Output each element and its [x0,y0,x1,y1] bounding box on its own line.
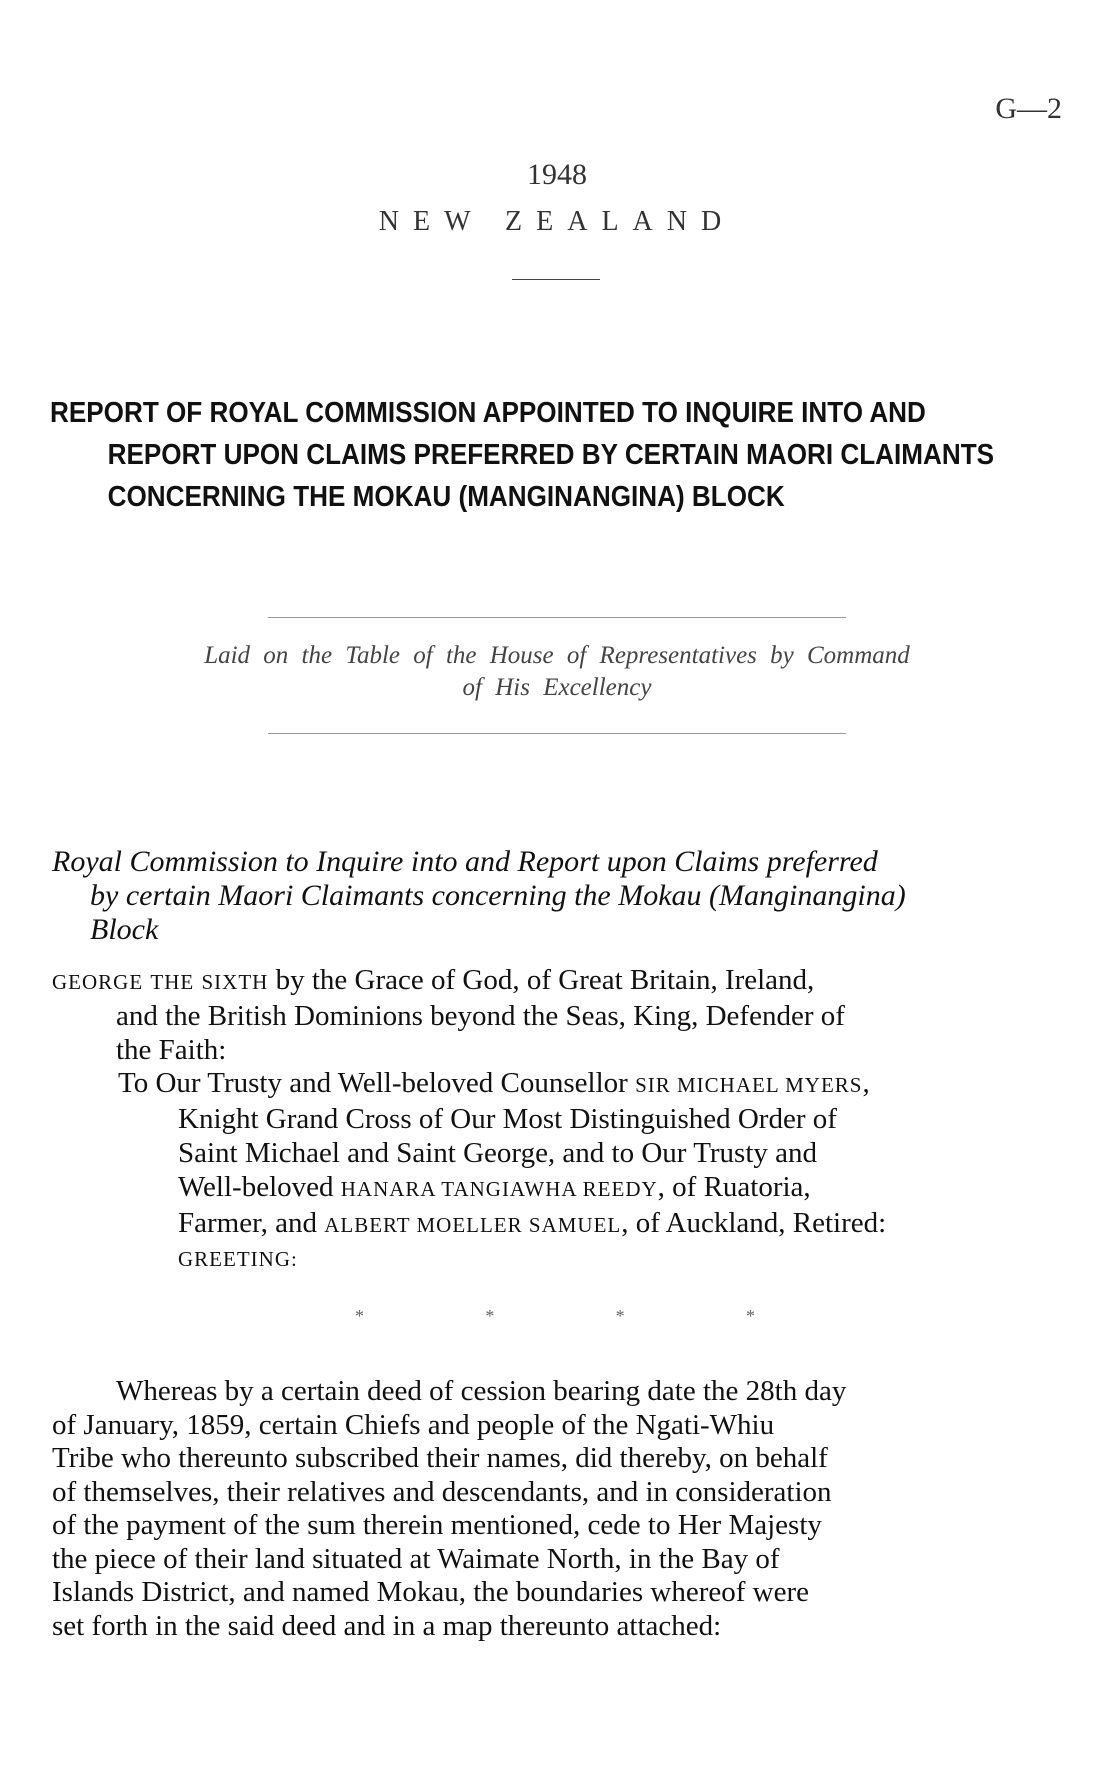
to-text: , of Auckland, Retired: [621,1207,887,1239]
address-line: and the British Dominions beyond the Seas, King, Defender of [116,1000,845,1032]
asterisk: * [745,1306,755,1326]
title-line: REPORT OF ROYAL COMMISSION APPOINTED TO INQUIRE INTO AND [50,397,926,429]
report-title [50,392,995,518]
country: NEW ZEALAND [378,206,736,237]
commission-heading [52,845,1064,947]
paragraph-line: Islands District, and named Mokau, the boundaries whereof were [52,1576,809,1608]
to-text: Farmer, and [178,1207,325,1239]
sovereign-the: THE [150,970,195,994]
year: 1948 [527,158,587,191]
paragraph-line: set forth in the said deed and in a map thereunto attached: [52,1609,722,1642]
paragraph-line: Tribe who thereunto subscribed their names, did thereby, on behalf [52,1442,828,1474]
laid-note [0,640,1114,704]
divider-top [268,617,846,618]
to-text: , [862,1067,870,1099]
to-line: Knight Grand Cross of Our Most Distinguished Order of [178,1103,837,1135]
to-line [118,1206,1064,1242]
asterisk: * [355,1306,364,1326]
commissioner-name: SIR MICHAEL MYERS [635,1073,863,1097]
paragraph-line: of themselves, their relatives and descendants, and in consideration [52,1475,832,1508]
whereas-paragraph [52,1375,1064,1643]
short-rule [512,279,600,280]
commission-line: by certain Maori Claimants concerning the Mokau (Manginangina) [90,879,906,912]
commissioners-address [118,1066,1064,1276]
address-text: by the Grace of God, of Great Britain, Ireland, [268,964,815,996]
paragraph-line: the piece of their land situated at Waimate North, in the Bay of [52,1542,780,1575]
commission-line: Block [90,913,159,946]
sovereign-address [52,963,1064,1067]
to-text: , of Ruatoria, [657,1171,811,1203]
to-line [118,1170,1064,1206]
to-text: To Our Trusty and Well-beloved Counsellor [118,1067,636,1099]
title-line: CONCERNING THE MOKAU (MANGINANGINA) BLOCK [107,481,785,513]
laid-line: Laid on the Table of the House of Representatives by Command [204,642,910,669]
commissioner-name: HANARA TANGIAWHA REEDY [340,1177,658,1201]
sovereign-sixth: SIXTH [201,970,269,994]
paragraph-line: of the payment of the sum therein mentioned, cede to Her Majesty [52,1509,822,1541]
address-line: the Faith: [116,1034,227,1066]
to-text: Well-beloved [178,1171,341,1203]
asterisk: * [485,1306,495,1326]
to-line [118,1066,1064,1102]
to-line: Saint Michael and Saint George, and to Our Trusty and [178,1137,818,1169]
paragraph-line: of January, 1859, certain Chiefs and people of the Ngati-Whiu [52,1408,775,1441]
asterisk-separator [355,1306,755,1327]
address-line [52,963,1064,999]
paragraph-line: Whereas by a certain deed of cession bearing date the 28th day [116,1375,847,1407]
divider-bottom [268,733,846,734]
commissioner-name: ALBERT MOELLER SAMUEL [324,1213,622,1237]
sovereign-name: GEORGE [52,970,144,994]
greeting: GREETING: [178,1247,298,1271]
title-line: REPORT UPON CLAIMS PREFERRED BY CERTAIN MAORI CLAIMANTS [107,439,995,471]
laid-line: of His Excellency [462,674,652,701]
page-code: G—2 [995,92,1062,125]
asterisk: * [615,1306,625,1326]
commission-line: Royal Commission to Inquire into and Report upon Claims preferred [52,845,878,878]
